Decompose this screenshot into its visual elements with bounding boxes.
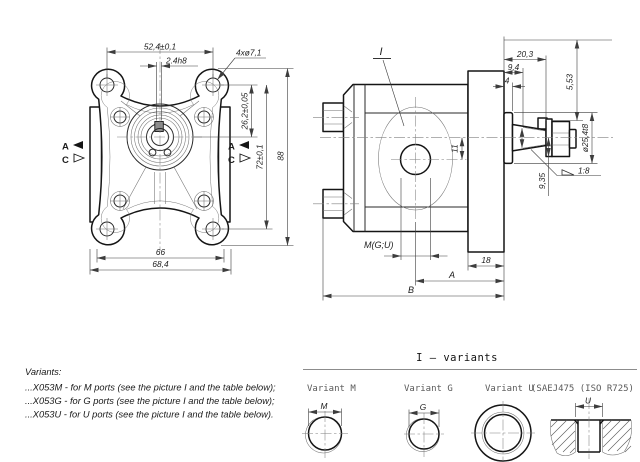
view-label-c-left: C [62,155,69,166]
note-line-u: ...X053U - for U ports (see the picture I and the table below). [25,409,274,420]
side-port-bosses [323,103,344,218]
variants-panel [302,352,637,461]
view-label-a-right: A [228,141,235,153]
front-view [62,42,294,275]
dim-center-offset: 26,2±0,05 [239,92,250,130]
dim-a: A [448,270,456,280]
port-size-label: M(G;U) [364,240,394,250]
dim-key-width: 2.4h8 [166,55,187,66]
dim-flange-thickness: 18 [481,255,491,265]
taper-symbol-icon [562,170,574,175]
view-arrow-c-right-icon [240,154,250,162]
variant-u-front-drawing [471,401,535,461]
dim-bolt-spacing-v: 72±0,1 [254,144,265,170]
note-title: Variants: [25,367,62,377]
dim-u: U [585,395,591,406]
dim-m: M [320,401,328,411]
dim-taper-ratio: 1:8 [578,165,590,176]
dim-taper-length: 20,3 [516,49,534,59]
side-view [313,37,613,301]
variant-u-standard: (SAEJ475 (ISO R725) [531,384,634,394]
variants-note [25,367,276,420]
dim-collar-width: 4 [504,75,510,86]
variant-m-label: Variant M [307,384,356,394]
flange-plate-side [468,71,504,252]
dim-port-offset: 11 [449,144,460,153]
section-hatching [551,420,631,453]
view-arrow-a-left-icon [73,141,83,149]
dim-b: B [407,285,415,295]
dim-g: G [419,402,427,412]
shaft-nut [552,122,570,157]
view-arrow-a-right-icon [239,141,249,149]
dim-shaft-diameter: ø25,4t8 [580,123,590,153]
dim-width-inner: 66 [155,247,166,257]
dim-shaft-radius: 9,35 [537,172,547,190]
dim-key-height: 5,53 [564,73,575,91]
variant-m-drawing [302,401,348,458]
pump-body-side [344,85,469,232]
dim-width-outer: 68,4 [152,259,169,269]
dim-flange-height: 88 [275,151,286,161]
shaft-end-stub [570,130,577,149]
variants-title: I — variants [416,352,498,364]
detail-ref-label: I [379,46,383,58]
view-label-a-left: A [62,141,69,153]
note-line-m: ...X053M - for M ports (see the picture I and the table below); [25,382,276,393]
dim-hole-count: 4xø7,1 [236,47,262,58]
shaft-collar [504,113,513,164]
view-label-c-right: C [228,155,235,166]
variant-u-label: Variant U [485,384,534,394]
note-line-g: ...X053G - for G ports (see the picture I and the table below); [25,396,275,406]
variant-g-label: Variant G [404,384,453,394]
variant-g-drawing [404,402,444,457]
dim-bolt-spacing-h: 52,4±0,1 [143,41,177,52]
variant-u-section-drawing [550,396,631,460]
view-arrow-c-left-icon [74,154,84,162]
dim-thread-length: 9,4 [507,62,520,72]
